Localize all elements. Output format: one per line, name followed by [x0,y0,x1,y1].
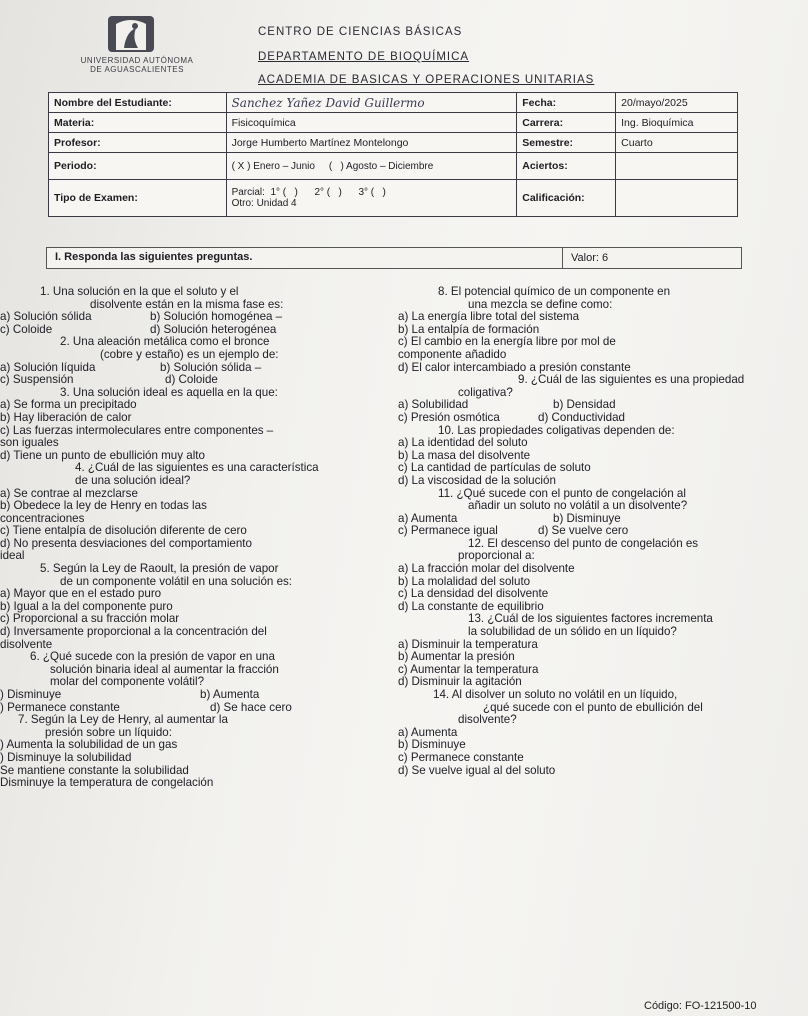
exam-type-label: Tipo de Examen: [49,180,227,217]
question-line: c) La densidad del disolvente [398,587,549,601]
answer-option[interactable]: d) Solución heterogénea [150,322,277,336]
question-line: c) El cambio en la energía libre por mol de [398,335,616,349]
questions-right-column [398,286,802,777]
question-line: c) Permanece constante [398,750,524,764]
question-line: componente añadido [398,347,507,361]
question-line: a) Aumenta [398,725,458,739]
grade-field[interactable] [616,180,738,217]
question-line: 13. ¿Cuál de los siguientes factores incrementa [468,612,713,626]
question-line: ¿qué sucede con el punto de ebullición del [483,700,703,714]
grade-label: Calificación: [517,180,616,217]
question-line: solución binaria ideal al aumentar la fracción [50,662,279,676]
student-label: Nombre del Estudiante: [49,93,227,113]
department-title: DEPARTAMENTO DE BIOQUÍMICA [258,51,470,63]
question-line: b) Disminuye [398,738,466,752]
career-field[interactable]: Ing. Bioquímica [616,113,738,133]
answer-option[interactable]: d) Conductividad [538,410,626,424]
answer-option[interactable]: a) Solución líquida [0,360,96,374]
question-line: a) Mayor que en el estado puro [0,587,162,601]
question-line: b) Igual a la del componente puro [0,599,173,613]
question-line: b) La molalidad del soluto [398,574,531,588]
question-line: c) Proporcional a su fracción molar [0,612,180,626]
question-line: c) Tiene entalpía de disolución diferente de cero [0,524,247,538]
university-logo-icon [102,14,160,54]
question-line: 12. El descenso del punto de congelación es [468,536,699,550]
answer-option[interactable]: b) Solución sólida – [160,360,262,374]
option-row [0,374,395,387]
question-line: 6. ¿Qué sucede con la presión de vapor en una [30,650,275,664]
question-line: c) La cantidad de partículas de soluto [398,461,591,475]
question-line: Disminuye la temperatura de congelación [0,776,214,790]
question-line: a) La fracción molar del disolvente [398,562,575,576]
question-line: concentraciones [0,511,85,525]
subject-label: Materia: [49,113,227,133]
question-line: a) Se forma un precipitado [0,398,137,412]
question-line: ) Disminuye la solubilidad [0,750,132,764]
subject-field[interactable]: Fisicoquímica [226,113,517,133]
question-line: añadir un soluto no volátil a un disolvente? [468,499,688,513]
question-line: 9. ¿Cuál de las siguientes es una propiedad [518,373,745,387]
center-title: CENTRO DE CIENCIAS BÁSICAS [258,26,463,38]
question-line: d) La viscosidad de la solución [398,473,556,487]
question-line: 5. Según la Ley de Raoult, la presión de vapor [40,562,279,576]
career-label: Carrera: [517,113,616,133]
question-line: d) Disminuir la agitación [398,675,522,689]
academy-title: ACADEMIA DE BASICAS Y OPERACIONES UNITARIAS [258,74,595,86]
question-line: coligativa? [458,385,513,399]
answer-option[interactable]: d) Coloide [165,373,218,387]
question-line: 3. Una solución ideal es aquella en la que: [60,385,278,399]
student-name-field[interactable]: Sanchez Yañez David Guillermo [226,93,517,113]
question-line: d) Se vuelve igual al del soluto [398,763,556,777]
question-line: c) Aumentar la temperatura [398,662,539,676]
option-row [398,412,802,425]
question-line: disolvente [0,637,53,651]
section-value: Valor: 6 [562,248,608,268]
answer-option[interactable]: b) Solución homogénea – [150,310,283,324]
answer-option[interactable]: c) Suspensión [0,373,74,387]
question-line: proporcional a: [458,549,535,563]
answer-option[interactable]: b) Disminuye [553,511,621,525]
question-line: 4. ¿Cuál de las siguientes es una característica [75,461,319,475]
question-line: d) El calor intercambiado a presión constante [398,360,631,374]
exam-partial-options: Parcial: 1° ( ) 2° ( ) 3° ( ) [231,187,386,198]
question-line: disolvente están en la misma fase es: [90,297,284,311]
exam-other-option: Otro: Unidad 4 [231,198,297,209]
professor-label: Profesor: [49,133,227,153]
date-label: Fecha: [517,93,616,113]
question-line: 1. Una solución en la que el soluto y el [40,285,239,298]
answer-option[interactable]: a) Solución sólida [0,310,92,324]
questions-left-column [0,286,395,790]
answer-option[interactable]: c) Permanece igual [398,524,498,538]
semester-label: Semestre: [517,133,616,153]
university-name: UNIVERSIDAD AUTÓNOMA DE AGUASCALIENTES [80,56,194,74]
answer-option[interactable]: ) Permanece constante [0,700,120,714]
hits-field[interactable] [616,153,738,180]
question-line: b) Obedece la ley de Henry en todas las [0,499,207,513]
question-line: d) No presenta desviaciones del comportamiento [0,536,252,550]
option-row [398,525,802,538]
question-line: disolvente? [458,713,517,727]
date-field[interactable]: 20/mayo/2025 [616,93,738,113]
question-line: d) Tiene un punto de ebullición muy alto [0,448,205,462]
answer-option[interactable]: d) Se hace cero [210,700,292,714]
question-line: ideal [0,549,25,563]
question-line: a) La energía libre total del sistema [398,310,580,324]
answer-option[interactable]: b) Densidad [553,398,616,412]
question-line: b) La masa del disolvente [398,448,531,462]
question-line: de una solución ideal? [75,473,191,487]
question-line: d) Inversamente proporcional a la concentración del [0,625,267,639]
hits-label: Aciertos: [517,153,616,180]
question-line: 2. Una aleación metálica como el bronce [60,335,270,349]
professor-field[interactable]: Jorge Humberto Martínez Montelongo [226,133,517,153]
answer-option[interactable]: d) Se vuelve cero [538,524,629,538]
exam-type-field[interactable] [226,180,517,217]
question-line: de un componente volátil en una solución es: [60,574,293,588]
section-title: I. Responda las siguientes preguntas. [55,251,253,263]
question-line: c) Las fuerzas intermoleculares entre componentes – [0,423,274,437]
question-line: a) Disminuir la temperatura [398,637,538,651]
question-line: presión sobre un líquido: [45,725,172,739]
question-line: a) La identidad del soluto [398,436,528,450]
period-label: Periodo: [49,153,227,180]
answer-option[interactable]: a) Solubilidad [398,398,469,412]
question-line: b) Aumentar la presión [398,650,515,664]
question-line: molar del componente volátil? [50,675,205,689]
answer-option[interactable]: b) Aumenta [200,688,260,701]
question-line: Se mantiene constante la solubilidad [0,763,189,777]
question-line: b) La entalpía de formación [398,322,540,336]
option-row [0,689,395,702]
answer-option[interactable]: ) Disminuye [0,688,62,701]
form-code: Código: FO-121500-10 [644,1000,757,1012]
answer-option[interactable]: a) Aumenta [398,511,458,525]
question-line: 14. Al disolver un soluto no volátil en un líquido, [433,688,678,701]
question-line: son iguales [0,436,59,450]
question-line: 10. Las propiedades coligativas dependen de: [438,423,675,437]
answer-option[interactable]: c) Presión osmótica [398,410,500,424]
question-line: la solubilidad de un sólido en un líquido? [468,625,677,639]
question-line: ) Aumenta la solubilidad de un gas [0,738,178,752]
question-line: 7. Según la Ley de Henry, al aumentar la [18,713,228,727]
question-line: b) Hay liberación de calor [0,410,132,424]
question-line: a) Se contrae al mezclarse [0,486,138,500]
question-line: d) La constante de equilibrio [398,599,544,613]
question-line: (cobre y estaño) es un ejemplo de: [100,347,279,361]
student-info-table [48,92,738,217]
option-row [0,311,395,324]
answer-option[interactable]: c) Coloide [0,322,53,336]
question-line: 11. ¿Qué sucede con el punto de congelación al [438,486,686,500]
question-line: 8. El potencial químico de un componente en [438,285,671,298]
period-field[interactable]: ( X ) Enero – Junio ( ) Agosto – Diciembre [226,153,517,180]
section-header [46,247,742,269]
question-line: una mezcla se define como: [468,297,613,311]
semester-field[interactable]: Cuarto [616,133,738,153]
